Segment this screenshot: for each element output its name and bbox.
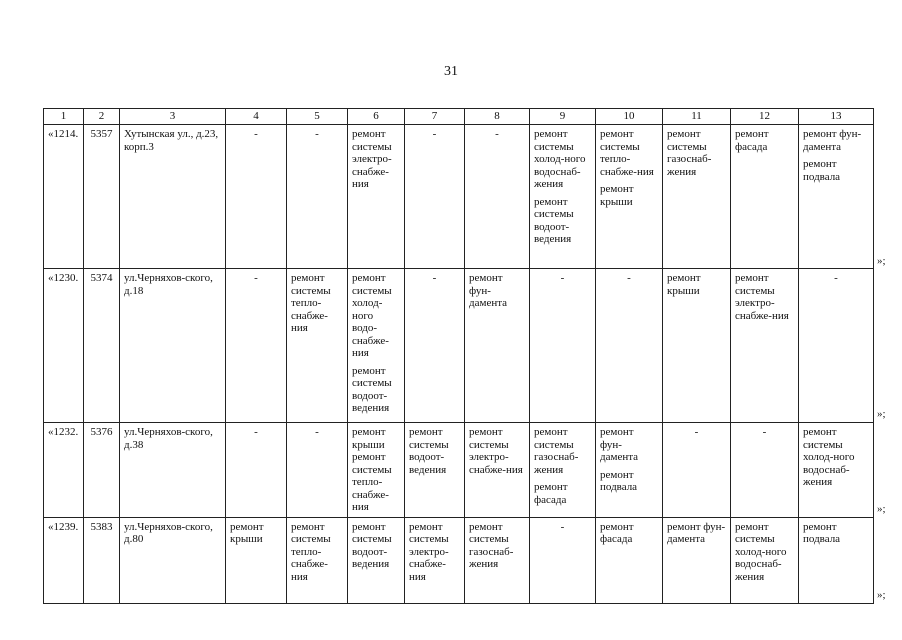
- work-cell: [530, 517, 596, 603]
- work-item: ремонт системы газоснаб-жения: [469, 520, 514, 570]
- work-item: ремонт системы холод-ного водоснаб-жения: [803, 426, 855, 488]
- work-cell: [663, 125, 731, 269]
- work-item: ремонт системы водоот-ведения: [352, 520, 392, 570]
- work-item: ремонт крыши: [600, 183, 634, 208]
- work-item: ремонт системы электро-снабже-ния: [735, 272, 789, 322]
- work-item: ремонт системы тепло-снабже-ния: [291, 272, 331, 334]
- column-header: 3: [120, 109, 226, 125]
- work-item: -: [254, 272, 258, 284]
- work-cell: [530, 269, 596, 423]
- work-cell: [287, 423, 348, 518]
- work-cell: [663, 423, 731, 518]
- row-item-number: «1232.: [44, 423, 84, 518]
- work-cell: [226, 517, 287, 603]
- work-item: ремонт подвала: [803, 158, 841, 183]
- work-item: ремонт системы холод-ного водоснаб-жения: [735, 520, 787, 583]
- work-cell: [287, 269, 348, 423]
- work-item: ремонт системы холод-ного водоснаб-жения: [534, 128, 586, 190]
- work-cell: [530, 423, 596, 518]
- work-cell: [405, 269, 465, 423]
- work-item: -: [315, 426, 319, 438]
- work-item: -: [254, 128, 258, 140]
- work-cell: [465, 517, 530, 603]
- work-item: -: [834, 272, 838, 284]
- row-address: ул.Черняхов-ского, д.80: [120, 517, 226, 603]
- work-item: -: [254, 426, 258, 438]
- work-item: ремонт фун-дамента: [600, 426, 639, 463]
- column-header: 4: [226, 109, 287, 125]
- work-item: -: [560, 272, 565, 284]
- work-item: ремонт фун-дамента: [469, 272, 508, 309]
- work-item: ремонт системы газоснаб-жения: [667, 128, 712, 178]
- work-item: -: [315, 128, 319, 140]
- work-cell: [799, 269, 874, 423]
- work-cell: [405, 517, 465, 603]
- column-header: 2: [84, 109, 120, 125]
- row-end-mark: »;: [877, 589, 886, 601]
- row-end-mark: »;: [877, 503, 886, 515]
- row-item-number: «1214.: [44, 125, 84, 269]
- column-number-row: [44, 109, 874, 125]
- table-row: [44, 269, 874, 423]
- work-cell: [465, 269, 530, 423]
- work-cell: [596, 423, 663, 518]
- work-cell: [226, 269, 287, 423]
- column-header: 12: [731, 109, 799, 125]
- work-item: ремонт фун-дамента: [803, 128, 862, 153]
- work-item: ремонт системы водоот-ведения: [534, 195, 574, 245]
- work-cell: [799, 517, 874, 603]
- work-item: -: [694, 426, 699, 438]
- work-item: -: [432, 128, 437, 140]
- work-cell: [663, 517, 731, 603]
- work-item: ремонт системы электро-снабже-ния: [409, 520, 449, 583]
- column-header: 9: [530, 109, 596, 125]
- work-item: -: [560, 520, 565, 533]
- work-item: ремонт фасада: [735, 128, 769, 153]
- table-row: [44, 423, 874, 518]
- work-cell: [226, 125, 287, 269]
- work-cell: [405, 125, 465, 269]
- row-end-mark: »;: [877, 255, 886, 267]
- work-item: ремонт системы тепло-снабже-ния: [291, 520, 331, 583]
- work-cell: [405, 423, 465, 518]
- work-item: ремонт крыши: [230, 520, 264, 545]
- row-item-number: «1230.: [44, 269, 84, 423]
- page-number: 31: [444, 64, 458, 79]
- row-item-number: «1239.: [44, 517, 84, 603]
- work-item: ремонт фасада: [534, 481, 568, 506]
- work-cell: [530, 125, 596, 269]
- work-item: ремонт системы водоот-ведения: [409, 426, 449, 476]
- work-cell: [731, 423, 799, 518]
- work-cell: [287, 125, 348, 269]
- column-header: 8: [465, 109, 530, 125]
- column-header: 1: [44, 109, 84, 125]
- work-cell: [287, 517, 348, 603]
- column-header: 5: [287, 109, 348, 125]
- work-cell: [799, 423, 874, 518]
- row-address: ул.Черняхов-ского, д.18: [120, 269, 226, 423]
- work-item: ремонт системы газоснаб-жения: [534, 426, 579, 476]
- work-cell: [731, 125, 799, 269]
- work-cell: [731, 269, 799, 423]
- work-item: ремонт системы водоот-ведения: [352, 364, 392, 414]
- column-header: 13: [799, 109, 874, 125]
- work-item: ремонт системы электро-снабже-ния: [469, 426, 523, 476]
- work-item: ремонт крыши: [667, 272, 701, 297]
- column-header: 11: [663, 109, 731, 125]
- work-cell: [226, 423, 287, 518]
- row-building-id: 5383: [84, 517, 120, 603]
- work-item: ремонт подвала: [803, 520, 841, 545]
- work-cell: [596, 269, 663, 423]
- row-address: ул.Черняхов-ского, д.38: [120, 423, 226, 518]
- work-item: ремонт системы тепло-снабже-ния: [600, 128, 654, 178]
- column-header: 7: [405, 109, 465, 125]
- work-item: -: [432, 272, 437, 284]
- work-item: ремонт фун-дамента: [667, 520, 726, 545]
- work-cell: [348, 269, 405, 423]
- table-row: [44, 517, 874, 603]
- work-cell: [799, 125, 874, 269]
- work-item: ремонт системы электро-снабже-ния: [352, 128, 392, 190]
- table-body: [44, 125, 874, 604]
- work-cell: [348, 423, 405, 518]
- work-cell: [348, 125, 405, 269]
- repair-schedule-table: [43, 108, 874, 604]
- row-building-id: 5374: [84, 269, 120, 423]
- work-item: -: [495, 128, 499, 140]
- work-cell: [596, 517, 663, 603]
- column-header: 6: [348, 109, 405, 125]
- work-item: ремонт подвала: [600, 468, 638, 493]
- work-item: ремонт фасада: [600, 520, 634, 545]
- table-header: [44, 109, 874, 125]
- work-item: -: [627, 272, 631, 284]
- work-cell: [348, 517, 405, 603]
- row-address: Хутынская ул., д.23, корп.3: [120, 125, 226, 269]
- work-item: ремонт крыши ремонт системы тепло-снабже-ния: [352, 426, 392, 513]
- work-cell: [663, 269, 731, 423]
- work-cell: [731, 517, 799, 603]
- row-end-mark: »;: [877, 408, 886, 420]
- work-cell: [465, 125, 530, 269]
- work-cell: [596, 125, 663, 269]
- row-building-id: 5357: [84, 125, 120, 269]
- work-cell: [465, 423, 530, 518]
- column-header: 10: [596, 109, 663, 125]
- work-item: ремонт системы холод-ного водо-снабже-ния: [352, 272, 392, 359]
- table-row: [44, 125, 874, 269]
- row-building-id: 5376: [84, 423, 120, 518]
- work-item: -: [762, 426, 767, 438]
